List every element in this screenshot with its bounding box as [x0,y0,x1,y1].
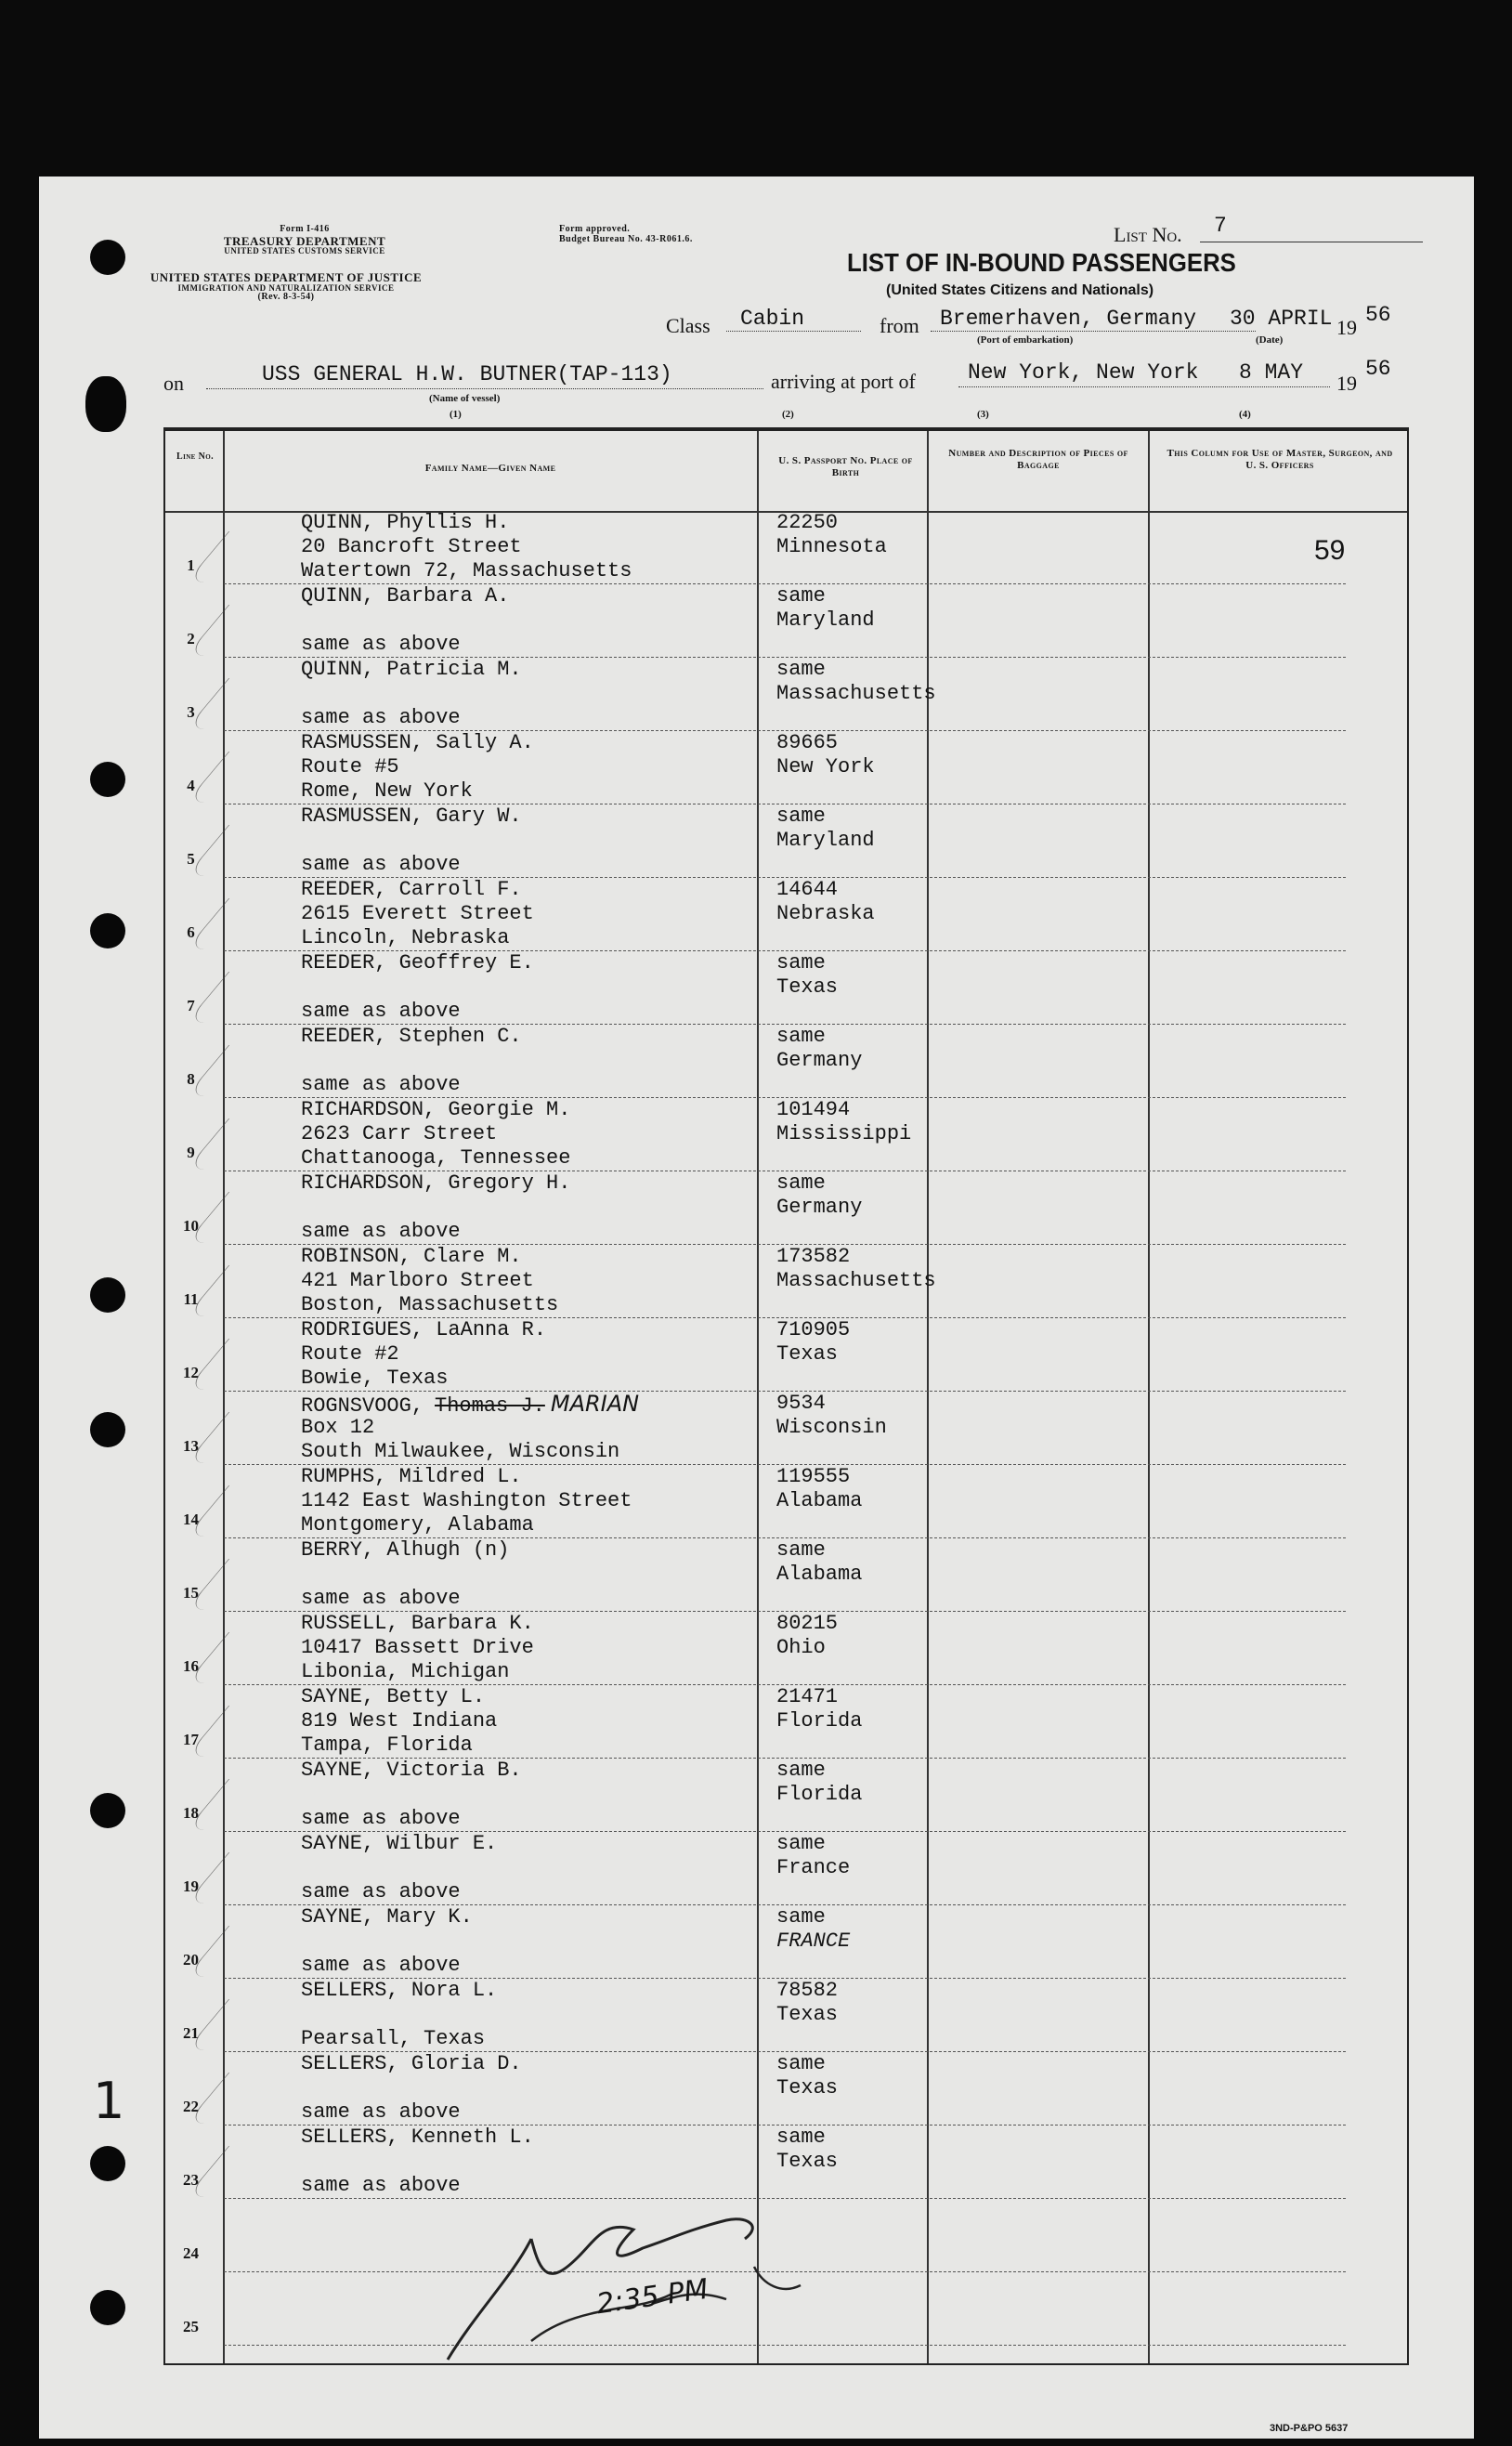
place-of-birth: Texas [776,1342,839,1366]
passport-number: 119555 [776,1465,851,1488]
vessel-line [206,388,763,389]
line-number: 7 [187,997,195,1014]
table-row [165,1612,1407,1685]
punch-hole [90,1793,125,1828]
caption-2: (2) [782,409,794,420]
passenger-name: SAYNE, Victoria B. [301,1759,522,1782]
arriving-label: arriving at port of [771,370,916,393]
address-city: same as above [301,2174,461,2197]
passenger-name: SAYNE, Betty L. [301,1685,486,1708]
passport-number: same [776,951,826,974]
line-number: 6 [187,923,195,941]
passport-number: same [776,1025,826,1048]
address-line: 2615 Everett Street [301,902,534,925]
address-line: 421 Marlboro Street [301,1269,534,1292]
treasury-dept: TREASURY DEPARTMENT [223,233,386,248]
passport-number: 14644 [776,878,839,901]
punch-hole [90,240,125,275]
form-approved: Form approved. [559,224,631,234]
passport-number: same [776,1832,826,1855]
date-caption: (Date) [1256,334,1284,346]
passenger-name: QUINN, Patricia M. [301,658,522,681]
punch-hole [90,1277,125,1313]
line-number: 25 [183,2318,199,2335]
address-city: same as above [301,1220,461,1243]
punch-hole [90,2290,125,2325]
table-row [165,731,1407,804]
vessel-name: USS GENERAL H.W. BUTNER(TAP-113) [262,362,672,386]
table-row [165,1538,1407,1612]
passenger-name: ROBINSON, Clare M. [301,1245,522,1268]
year-prefix: 19 [1336,372,1357,395]
arrival-year: 56 [1365,357,1391,381]
address-city: Rome, New York [301,779,473,803]
table-row [165,1098,1407,1171]
caption-3: (3) [977,409,989,420]
address-city: Lincoln, Nebraska [301,926,510,949]
address-city: South Milwaukee, Wisconsin [301,1440,620,1463]
passenger-name: REEDER, Geoffrey E. [301,951,534,974]
place-of-birth: Germany [776,1196,863,1219]
margin-mark: 1 [93,2072,125,2130]
punch-hole [90,913,125,948]
address-city: same as above [301,1073,461,1096]
place-of-birth: Texas [776,975,839,999]
passport-number: same [776,584,826,608]
passenger-table [163,427,1409,2365]
address-line: Route #5 [301,755,399,778]
passport-number: same [776,2052,826,2075]
from-port-line [931,331,1256,332]
line-number: 9 [187,1144,195,1161]
justice-block [91,271,481,303]
address-line: 1142 East Washington Street [301,1489,632,1512]
place-of-birth: Texas [776,2150,839,2173]
passport-number: same [776,1759,826,1782]
revision: (Rev. 8-3-54) [257,292,315,303]
table-row [165,1245,1407,1318]
from-year: 56 [1365,303,1391,327]
line-number: 4 [187,777,195,794]
col-name: Family Name—Given Name [424,463,556,474]
table-row [165,584,1407,658]
address-line: 20 Bancroft Street [301,535,522,558]
passport-number: 173582 [776,1245,851,1268]
passport-number: same [776,1905,826,1929]
class-value: Cabin [740,307,805,331]
class-line [726,331,861,332]
passport-number: 22250 [776,511,839,534]
surname: ROGNSVOOG, [301,1394,424,1418]
passenger-name [301,1392,639,1419]
passport-number: same [776,804,826,828]
line-number: 5 [187,850,195,868]
table-row [165,878,1407,951]
passenger-name: SELLERS, Kenneth L. [301,2126,534,2149]
vessel-caption: (Name of vessel) [429,393,501,404]
struck-given-name: Thomas J. [435,1394,545,1418]
passport-number: 21471 [776,1685,839,1708]
address-city: same as above [301,2100,461,2124]
passenger-name: BERRY, Alhugh (n) [301,1538,510,1562]
line-number: 1 [187,556,195,574]
passenger-name: RICHARDSON, Gregory H. [301,1171,571,1195]
line-number: 16 [183,1657,199,1675]
place-of-birth: Florida [776,1783,863,1806]
table-row [165,1171,1407,1245]
passport-number: same [776,1171,826,1195]
line-number: 21 [183,2024,199,2042]
passport-number: same [776,658,826,681]
form-number: Form I-416 [280,224,330,234]
passenger-name: RASMUSSEN, Gary W. [301,804,522,828]
document-sheet [39,177,1474,2439]
year-prefix: 19 [1336,316,1357,339]
passport-number: 9534 [776,1392,826,1415]
table-row [165,2052,1407,2126]
passenger-name: RICHARDSON, Georgie M. [301,1098,571,1121]
passenger-name: RUMPHS, Mildred L. [301,1465,522,1488]
passenger-name: SELLERS, Nora L. [301,1979,498,2002]
address-city: same as above [301,1000,461,1023]
place-of-birth: France [776,1856,851,1879]
punch-hole [90,1412,125,1447]
port-caption: (Port of embarkation) [977,334,1074,346]
punch-hole [85,376,126,432]
passenger-name: SAYNE, Mary K. [301,1905,473,1929]
place-of-birth: Ohio [776,1636,826,1659]
place-of-birth: New York [776,755,875,778]
customs-service: UNITED STATES CUSTOMS SERVICE [224,246,385,256]
place-of-birth: Maryland [776,829,875,852]
list-no-value: 7 [1214,214,1227,238]
address-city: Tampa, Florida [301,1733,473,1757]
address-line: Box 12 [301,1416,375,1439]
place-of-birth: Nebraska [776,902,875,925]
place-of-birth: Alabama [776,1489,863,1512]
table-row [165,511,1407,584]
address-line: 10417 Bassett Drive [301,1636,534,1659]
table-row [165,951,1407,1025]
passenger-name: RODRIGUES, LaAnna R. [301,1318,547,1341]
passenger-name: SAYNE, Wilbur E. [301,1832,498,1855]
passenger-name: REEDER, Carroll F. [301,878,522,901]
passenger-name: REEDER, Stephen C. [301,1025,522,1048]
place-of-birth: Florida [776,1709,863,1733]
table-row [165,1685,1407,1759]
list-no-label: List No. [1114,223,1182,246]
line-number: 15 [183,1584,199,1602]
footer-code: 3ND-P&PO 5637 [1270,2423,1349,2434]
passenger-name: RUSSELL, Barbara K. [301,1612,534,1635]
place-of-birth: FRANCE [776,1929,851,1953]
signature-time: 2:35 PM [594,2272,710,2322]
from-port: Bremerhaven, Germany [940,307,1197,331]
passport-number: 80215 [776,1612,839,1635]
line-number: 19 [183,1877,199,1895]
place-of-birth: Massachusetts [776,682,936,705]
class-label: Class [666,314,710,337]
place-of-birth: Texas [776,2076,839,2099]
line-number: 8 [187,1070,195,1088]
address-city: Pearsall, Texas [301,2027,486,2050]
passport-number: 101494 [776,1098,851,1121]
table-row [165,804,1407,878]
col-officers: This Column for Use of Master, Surgeon, and U. S. Officers [1167,448,1393,472]
line-number: 23 [183,2171,199,2189]
form-dept-block [128,225,481,256]
page-title: LIST OF IN-BOUND PASSENGERS [847,248,1236,277]
address-city: same as above [301,1880,461,1903]
address-city: Chattanooga, Tennessee [301,1146,571,1170]
address-city: same as above [301,706,461,729]
line-number: 17 [183,1731,199,1748]
line-number: 18 [183,1804,199,1822]
table-row [165,1025,1407,1098]
passport-number: 710905 [776,1318,851,1341]
line-number: 2 [187,630,195,647]
address-city: same as above [301,1807,461,1830]
punch-hole [90,762,125,797]
place-of-birth: Texas [776,2003,839,2026]
line-number: 22 [183,2098,199,2115]
table-row [165,1465,1407,1538]
on-label: on [163,372,184,395]
address-city: same as above [301,1587,461,1610]
address-line: Route #2 [301,1342,399,1366]
table-row [165,1905,1407,1979]
line-number: 24 [183,2244,199,2262]
passenger-name: RASMUSSEN, Sally A. [301,731,534,754]
arrival-date: 8 MAY [1239,360,1304,385]
officer-note: 59 [1314,535,1346,566]
line-number: 13 [183,1437,199,1455]
table-row [165,1832,1407,1905]
address-city: same as above [301,853,461,876]
address-city: Montgomery, Alabama [301,1513,534,1537]
table-row [165,1759,1407,1832]
place-of-birth: Mississippi [776,1122,912,1145]
line-number: 20 [183,1951,199,1969]
line-number: 14 [183,1511,199,1528]
address-city: same as above [301,1954,461,1977]
from-date: 30 APRIL [1230,307,1333,331]
table-row [165,2126,1407,2199]
budget-bureau: Budget Bureau No. 43-R061.6. [559,233,693,244]
place-of-birth: Massachusetts [776,1269,936,1292]
col-line-no: Line No. [176,451,214,462]
address-city: Libonia, Michigan [301,1660,510,1683]
ins-service: IMMIGRATION AND NATURALIZATION SERVICE [177,282,395,293]
table-row [165,1979,1407,2052]
passport-number: same [776,1538,826,1562]
address-city: Bowie, Texas [301,1367,449,1390]
arrival-port-line [958,386,1330,387]
place-of-birth: Wisconsin [776,1416,887,1439]
place-of-birth: Alabama [776,1563,863,1586]
caption-1: (1) [450,409,462,420]
table-row [165,1392,1407,1465]
line-number: 3 [187,703,195,721]
table-row [165,658,1407,731]
from-label: from [880,314,919,337]
justice-dept: UNITED STATES DEPARTMENT OF JUSTICE [150,270,423,284]
line-number: 12 [183,1364,199,1381]
page-subtitle: (United States Citizens and Nationals) [886,282,1154,298]
table-row [165,1318,1407,1392]
line-number: 11 [183,1290,199,1308]
passenger-name: QUINN, Phyllis H. [301,511,510,534]
budget-block [559,225,693,244]
place-of-birth: Minnesota [776,535,887,558]
address-city: same as above [301,633,461,656]
address-line: 2623 Carr Street [301,1122,498,1145]
punch-hole [90,2146,125,2181]
caption-4: (4) [1239,409,1251,420]
line-number: 10 [183,1217,199,1235]
address-city: Boston, Massachusetts [301,1293,559,1316]
arrival-port: New York, New York [968,360,1199,385]
col-passport: U. S. Passport No. Place of Birth [778,455,913,479]
address-city: Watertown 72, Massachusetts [301,559,632,582]
passenger-name: SELLERS, Gloria D. [301,2052,522,2075]
address-line: 819 West Indiana [301,1709,498,1733]
place-of-birth: Germany [776,1049,863,1072]
handwritten-correction: MARIAN [550,1391,640,1417]
passport-number: same [776,2126,826,2149]
col-baggage: Number and Description of Pieces of Baggage [948,448,1128,472]
place-of-birth: Maryland [776,608,875,632]
passport-number: 89665 [776,731,839,754]
passport-number: 78582 [776,1979,839,2002]
passenger-name: QUINN, Barbara A. [301,584,510,608]
